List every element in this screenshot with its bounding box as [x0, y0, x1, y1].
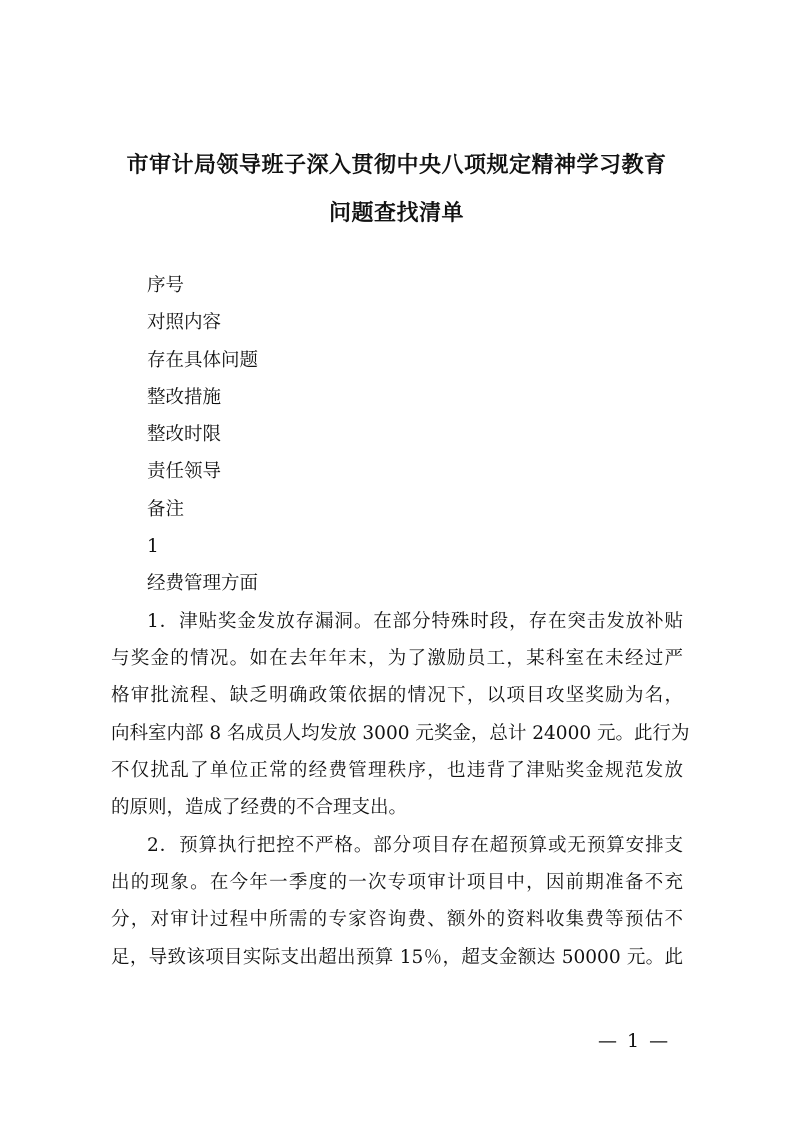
header-serial: 序号 [147, 275, 185, 296]
header-deadline: 整改时限 [147, 424, 222, 445]
text-line: 向科室内部 8 名成员人均发放 3000 元奖金，总计 24000 元。此行为 [111, 723, 690, 744]
text-line: 出的现象。在今年一季度的一次专项审计项目中，因前期准备不充 [111, 872, 683, 893]
header-problems: 存在具体问题 [147, 350, 259, 371]
row-number: 1 [147, 536, 159, 557]
text-line: 2．预算执行把控不严格。部分项目存在超预算或无预算安排支 [147, 835, 683, 856]
page-number: — 1 — [598, 1030, 671, 1052]
text-line: 1．津贴奖金发放存漏洞。在部分特殊时段，存在突击发放补贴 [147, 611, 683, 632]
title-line-1: 市审计局领导班子深入贯彻中央八项规定精神学习教育 [126, 153, 667, 178]
title-line-2: 问题查找清单 [328, 201, 464, 226]
text-line: 不仅扰乱了单位正常的经费管理秩序，也违背了津贴奖金规范发放 [111, 760, 683, 781]
text-line: 格审批流程、缺乏明确政策依据的情况下，以项目攻坚奖励为名， [111, 685, 683, 706]
header-measures: 整改措施 [147, 387, 222, 408]
text-line: 分，对审计过程中所需的专家咨询费、额外的资料收集费等预估不 [111, 909, 683, 930]
text-line: 足，导致该项目实际支出超出预算 15％，超支金额达 50000 元。此 [111, 947, 683, 968]
header-check-content: 对照内容 [147, 312, 222, 333]
category: 经费管理方面 [147, 573, 259, 594]
text-line: 的原则，造成了经费的不合理支出。 [111, 797, 408, 818]
header-remarks: 备注 [147, 499, 185, 520]
text-line: 与奖金的情况。如在去年年末，为了激励员工，某科室在未经过严 [111, 648, 683, 669]
header-leader: 责任领导 [147, 461, 222, 482]
